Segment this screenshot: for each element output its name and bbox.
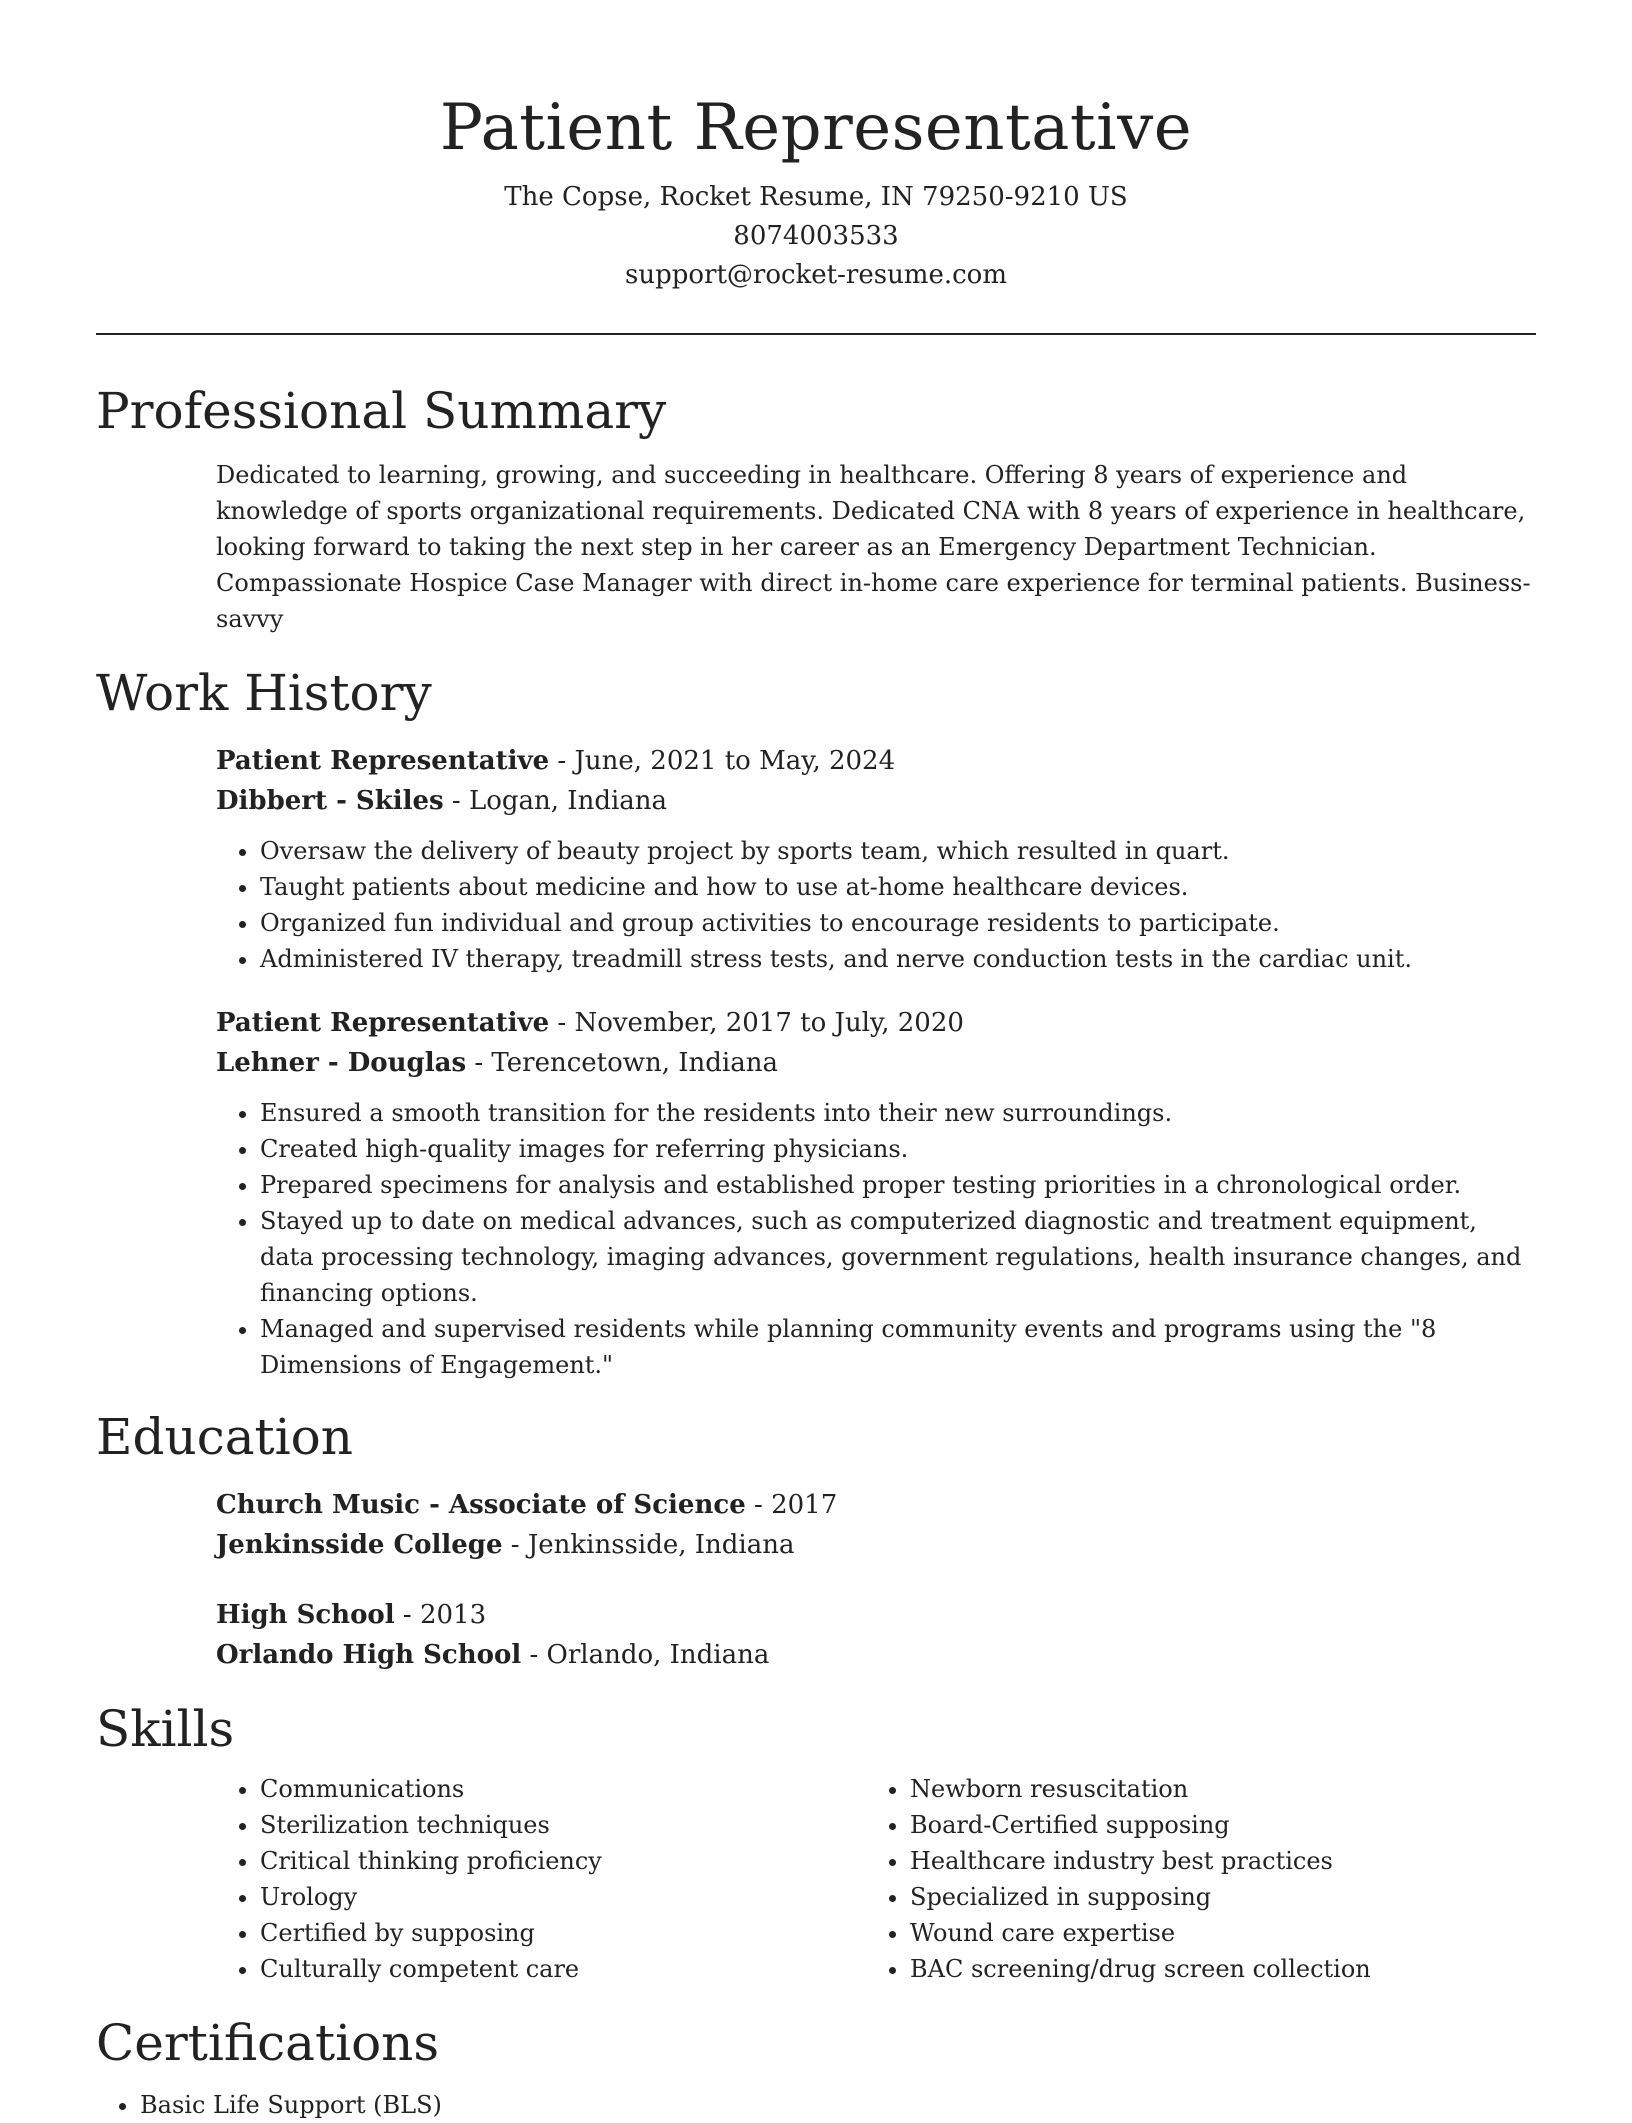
job-dates: - June, 2021 to May, 2024: [549, 746, 896, 776]
education-degree: High School: [216, 1600, 395, 1630]
list-item: • Ensured a smooth transition for the residents into their new surroundings.: [260, 1095, 1536, 1131]
list-item: • Managed and supervised residents while planning community events and programs using the "8 Dimensions of Engagement.": [260, 1311, 1536, 1383]
job-location: - Logan, Indiana: [443, 786, 668, 816]
education-year: - 2013: [394, 1600, 487, 1630]
education-entry: [216, 1595, 1536, 1675]
list-item: • Administered IV therapy, treadmill stress tests, and nerve conduction tests in the cardiac unit.: [260, 941, 1536, 977]
job-location: - Terencetown, Indiana: [466, 1048, 778, 1078]
contact-info: [96, 178, 1536, 295]
candidate-name: Patient Representative: [439, 91, 1193, 165]
education-school: Orlando High School: [216, 1640, 522, 1670]
list-item: • BAC screening/drug screen collection: [910, 1951, 1516, 1987]
list-item: • Basic Life Support (BLS): [140, 2087, 1536, 2123]
job-company-line: [216, 781, 1536, 821]
list-item: • Healthcare industry best practices: [910, 1843, 1516, 1879]
list-item: • Newborn resuscitation: [910, 1771, 1516, 1807]
list-item: • Prepared specimens for analysis and established proper testing priorities in a chronological order.: [260, 1167, 1536, 1203]
education-location: - Jenkinsside, Indiana: [502, 1530, 795, 1560]
list-item: • Urology: [260, 1879, 866, 1915]
list-item: • Critical thinking proficiency: [260, 1843, 866, 1879]
header-divider: [96, 333, 1536, 335]
education-school-line: [216, 1525, 1536, 1565]
list-item: • Organized fun individual and group activities to encourage residents to participate.: [260, 905, 1536, 941]
job-title-line: [216, 741, 1536, 781]
job-dates: - November, 2017 to July, 2020: [549, 1008, 964, 1038]
work-history-title: Work History: [96, 664, 432, 722]
summary-text: Dedicated to learning, growing, and succeeding in healthcare. Offering 8 years of experience and knowledge of sports organizational requirements. Dedicated CNA with 8 years of experience in healthcare, looking forward to taking the next step in her career as an Emergency Department Technician. Compassionate Hospice Case Manager with direct in-home care experience for terminal patients. Business-savvy: [216, 461, 1531, 633]
skills-columns: [216, 1771, 1536, 1987]
list-item: • Taught patients about medicine and how to use at-home healthcare devices.: [260, 869, 1536, 905]
education-school-line: [216, 1635, 1536, 1675]
list-item: • Communications: [260, 1771, 866, 1807]
list-item: • Board-Certified supposing: [910, 1807, 1516, 1843]
job-entry: [216, 1003, 1536, 1383]
job-bullets: [216, 833, 1536, 977]
job-company-line: [216, 1043, 1536, 1083]
certifications-title: Certifications: [96, 2014, 440, 2072]
certifications-section: [96, 2011, 1536, 2123]
address-text: The Copse, Rocket Resume, IN 79250-9210 US: [504, 182, 1128, 212]
job-role: Patient Representative: [216, 1008, 550, 1038]
education-school: Jenkinsside College: [216, 1530, 503, 1560]
list-item: • Wound care expertise: [910, 1915, 1516, 1951]
email-text: support@rocket-resume.com: [624, 260, 1007, 290]
resume-header: [96, 0, 1536, 295]
list-item: • Culturally competent care: [260, 1951, 866, 1987]
skills-column-left: [216, 1771, 866, 1987]
education-section: [96, 1405, 1536, 1675]
education-degree: Church Music - Associate of Science: [216, 1490, 746, 1520]
summary-title: Professional Summary: [96, 382, 667, 440]
skills-section: [96, 1697, 1536, 1987]
list-item: • Certified by supposing: [260, 1915, 866, 1951]
job-entry: [216, 741, 1536, 977]
summary-section: [96, 379, 1536, 637]
list-item: • Sterilization techniques: [260, 1807, 866, 1843]
job-title-line: [216, 1003, 1536, 1043]
certifications-list: [96, 2087, 1536, 2123]
job-role: Patient Representative: [216, 746, 550, 776]
job-bullets: [216, 1095, 1536, 1383]
education-entry: [216, 1485, 1536, 1565]
education-degree-line: [216, 1595, 1536, 1635]
job-company: Dibbert - Skiles: [216, 786, 444, 816]
phone-text: 8074003533: [733, 221, 899, 251]
skills-column-right: [866, 1771, 1516, 1987]
job-company: Lehner - Douglas: [216, 1048, 467, 1078]
resume-page: [96, 0, 1536, 2123]
education-location: - Orlando, Indiana: [521, 1640, 770, 1670]
list-item: • Stayed up to date on medical advances, such as computerized diagnostic and treatment equipment, data processing technology, imaging advances, government regulations, health insurance changes, and financing options.: [260, 1203, 1536, 1311]
list-item: • Created high-quality images for referring physicians.: [260, 1131, 1536, 1167]
education-title: Education: [96, 1408, 353, 1466]
skills-title: Skills: [96, 1700, 235, 1758]
education-year: - 2017: [745, 1490, 838, 1520]
list-item: • Specialized in supposing: [910, 1879, 1516, 1915]
work-history-section: [96, 661, 1536, 1383]
education-degree-line: [216, 1485, 1536, 1525]
list-item: • Oversaw the delivery of beauty project by sports team, which resulted in quart.: [260, 833, 1536, 869]
